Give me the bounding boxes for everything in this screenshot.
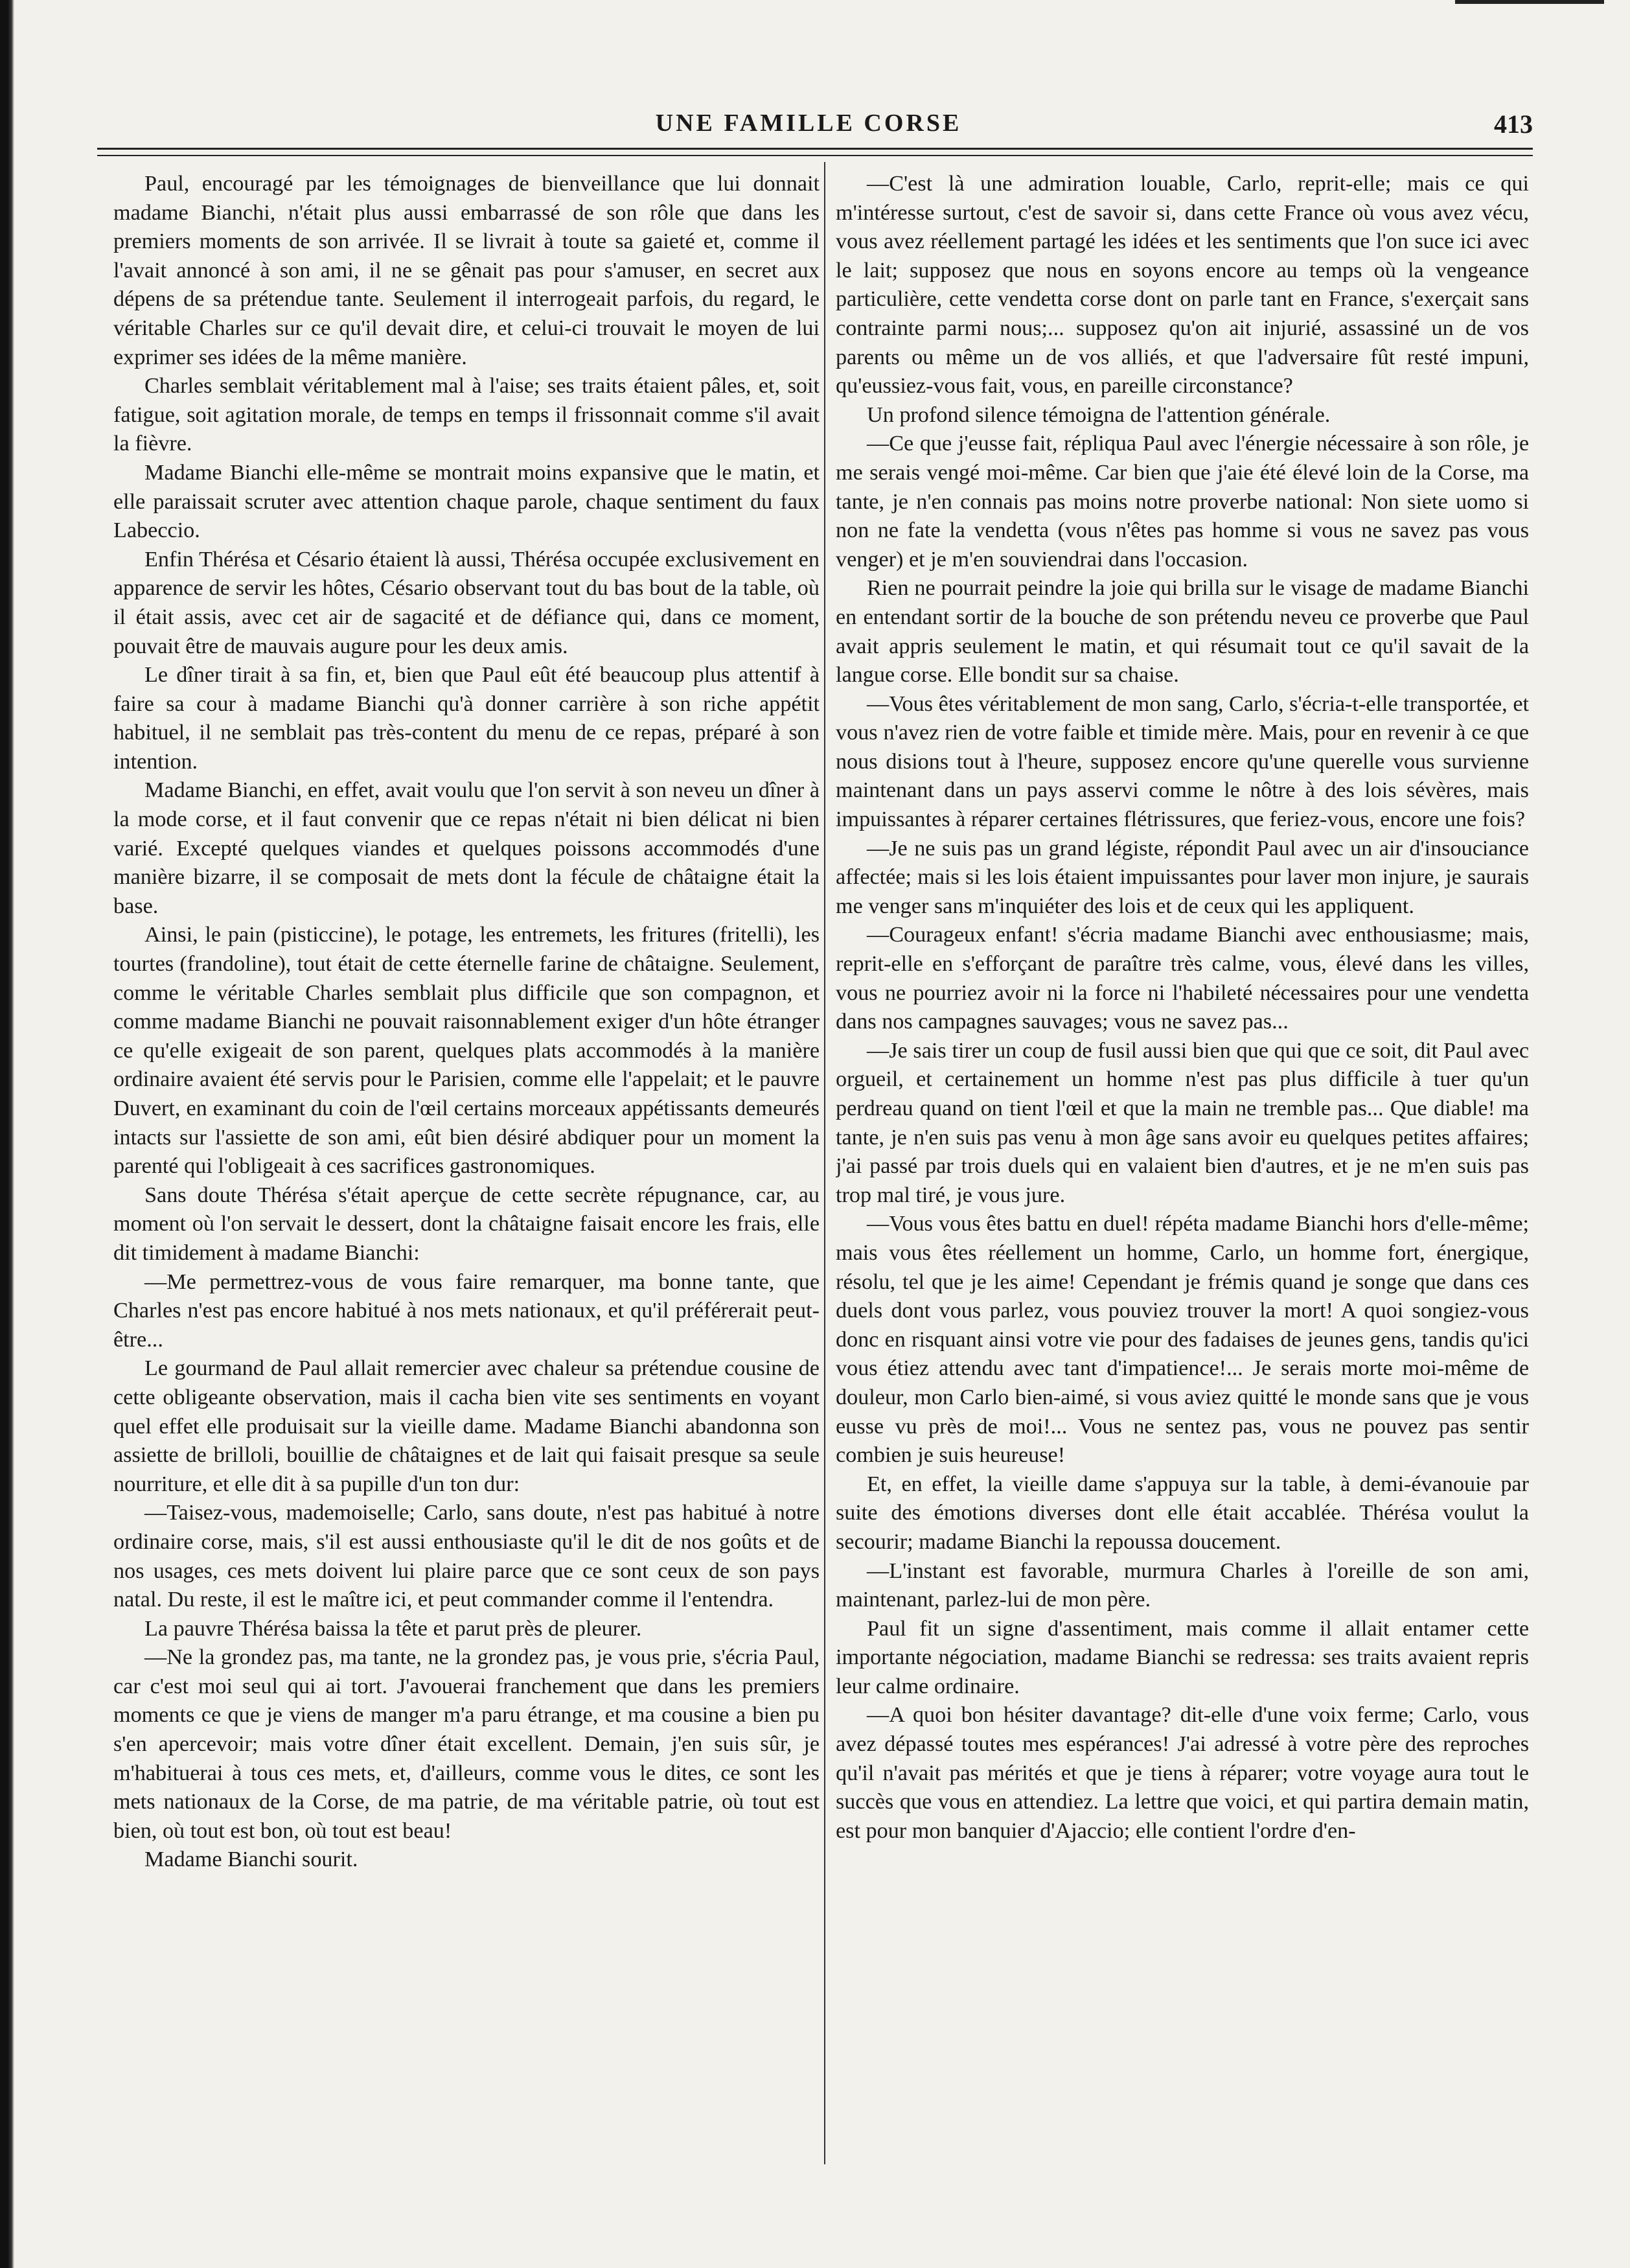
column-divider	[824, 162, 825, 2164]
paragraph: Madame Bianchi, en effet, avait voulu que l'on servit à son neveu un dîner à la mode corse, et il faut convenir que ce repas n'était ni bien délicat ni bien varié. Excepté quelques viandes et quelques poissons accommodés d'une manière bizarre, il se composait de mets dont la fécule de châtaigne était la base.	[113, 778, 820, 918]
paragraph: —Vous êtes véritablement de mon sang, Carlo, s'écria-t-elle transportée, et vous n'avez rien de votre faible et timide mère. Mais, pour en revenir à ce que nous disions tout à l'heure, supposez encore qu'une querelle vous survienne maintenant dans un pays asservi comme le nôtre à des lois sévères, mais impuissantes à réparer certaines flétrissures, que feriez-vous, encore une fois?	[836, 691, 1529, 832]
paragraph: —Me permettrez-vous de vous faire remarquer, ma bonne tante, que Charles n'est pas encore habitué à nos mets nationaux, et qu'il préférerait peut-être...	[113, 1269, 820, 1352]
paragraph: —Courageux enfant! s'écria madame Bianchi avec enthousiasme; mais, reprit-elle en s'efforçant de paraître très calme, vous, élevé dans les villes, vous ne pourriez avoir ni la force ni l'habileté nécessaires pour une vendetta dans nos campagnes sauvages; vous ne savez pas...	[836, 923, 1529, 1034]
paragraph: Le dîner tirait à sa fin, et, bien que Paul eût été beaucoup plus attentif à faire sa cour à madame Bianchi qu'à donner carrière à son riche appétit habituel, il ne semblait pas très-content du menu de ce repas, préparé à son intention.	[113, 663, 820, 774]
paragraph: Sans doute Thérésa s'était aperçue de cette secrète répugnance, car, au moment où l'on servait le dessert, dont la châtaigne faisait encore les frais, elle dit timidement à madame Bianchi:	[113, 1183, 820, 1265]
paragraph: —Je sais tirer un coup de fusil aussi bien que qui que ce soit, dit Paul avec orgueil, et certainement un homme n'est pas plus difficile à tuer qu'un perdreau quand on tient l'œil et que la main ne tremble pas... Que diable! ma tante, je n'en suis pas venu à mon âge sans avoir eu quelques petites affaires; j'ai passé par trois duels qui en valaient bien d'autres, et je ne m'en suis pas trop mal tiré, je vous jure.	[836, 1038, 1529, 1207]
paragraph: —Ne la grondez pas, ma tante, ne la grondez pas, je vous prie, s'écria Paul, car c'est moi seul qui ai tort. J'avouerai franchement que dans les premiers moments ce que je viens de manger m'a paru étrange, et ma cousine a bien pu s'en apercevoir; mais votre dîner était excellent. Demain, j'en suis sûr, je m'habituerai à tous ces mets, et, d'ailleurs, comme vous le dites, ce sont les mets nationaux de la Corse, de ma patrie, de ma véritable patrie, où tout est bien, où tout est bon, où tout est beau!	[113, 1645, 820, 1843]
paragraph: —A quoi bon hésiter davantage? dit-elle d'une voix ferme; Carlo, vous avez dépassé toutes mes espérances! J'ai adressé à votre père des reproches qu'il n'avait pas mérités et que je tiens à réparer; votre voyage aura tout le succès que vous en attendiez. La lettre que voici, et qui partira demain matin, est pour mon banquier d'Ajaccio; elle contient l'ordre d'en-	[836, 1703, 1529, 1843]
paragraph: —Je ne suis pas un grand légiste, répondit Paul avec un air d'insouciance affectée; mais si les lois étaient impuissantes pour laver mon injure, je saurais me venger sans m'inquiéter des lois et de ceux qui les appliquent.	[836, 836, 1529, 918]
right-column	[836, 170, 1529, 2140]
paragraph: Le gourmand de Paul allait remercier avec chaleur sa prétendue cousine de cette obligeante observation, mais il cacha bien vite ses sentiments en voyant quel effet elle produisait sur la vieille dame. Madame Bianchi abandonna son assiette de brilloli, bouillie de châtaignes et de lait qui faisait presque sa seule nourriture, et elle dit à sa pupille d'un ton dur:	[113, 1356, 820, 1496]
page-edge	[0, 0, 14, 2268]
running-title: UNE FAMILLE CORSE	[655, 110, 962, 137]
paragraph: Ainsi, le pain (pisticcine), le potage, les entremets, les fritures (fritelli), les tourtes (frandoline), tout était de cette éternelle farine de châtaigne. Seulement, comme le véritable Charles semblait plus difficile que son compagnon, et comme madame Bianchi ne pouvait raisonnablement exiger d'un hôte étranger ce qu'elle exigeait de son parent, quelques plats accommodés à la manière ordinaire avaient été servis pour le Parisien, comme elle l'appelait; et le pauvre Duvert, en examinant du coin de l'œil certains morceaux appétissants demeurés intacts sur l'assiette de son ami, eût bien désiré abdiquer pour un moment la parenté qui l'obligeait à ces sacrifices gastronomiques.	[113, 923, 820, 1179]
paragraph: —C'est là une admiration louable, Carlo, reprit-elle; mais ce qui m'intéresse surtout, c'est de savoir si, dans cette France où vous avez vécu, vous avez réellement partagé les idées et les sentiments que l'on suce ici avec le lait; supposez que nous en soyons encore au temps où la vengeance particulière, cette vendetta corse dont on parle tant en France, s'exerçait sans contrainte parmi nous;... supposez qu'on ait injurié, assassiné un de vos parents ou même un de vos alliés, et que l'adversaire fût resté impuni, qu'eussiez-vous fait, vous, en pareille circonstance?	[836, 172, 1529, 399]
paragraph: Paul fit un signe d'assentiment, mais comme il allait entamer cette importante négociation, madame Bianchi se redressa: ses traits avaient repris leur calme ordinaire.	[836, 1616, 1529, 1698]
paragraph: —L'instant est favorable, murmura Charles à l'oreille de son ami, maintenant, parlez-lui de mon père.	[836, 1558, 1529, 1612]
header-rule	[97, 148, 1533, 156]
paragraph: Paul, encouragé par les témoignages de bienveillance que lui donnait madame Bianchi, n'était plus aussi embarrassé de son rôle que dans les premiers moments de son arrivée. Il se livrait à toute sa gaieté et, comme il l'avait annoncé à son ami, il ne se gênait pas pour s'amuser, en secret aux dépens de sa prétendue tante. Seulement il interrogeait parfois, du regard, le véritable Charles sur ce qu'il devait dire, et celui-ci trouvait le moyen de lui exprimer ses idées de la même manière.	[113, 172, 820, 369]
left-column	[113, 170, 820, 2140]
print-mark	[1455, 0, 1604, 4]
paragraph: Charles semblait véritablement mal à l'aise; ses traits étaient pâles, et, soit fatigue, soit agitation morale, de temps en temps il frissonnait comme s'il avait la fièvre.	[113, 374, 820, 456]
paragraph: Enfin Thérésa et Césario étaient là aussi, Thérésa occupée exclusivement en apparence de servir les hôtes, Césario observant tout du bas bout de la table, où il était assis, avec cet air de sagacité et de défiance qui, dans ce moment, pouvait être de mauvais augure pour les deux amis.	[113, 547, 820, 658]
paragraph: Madame Bianchi sourit.	[144, 1847, 358, 1872]
paragraph: —Vous vous êtes battu en duel! répéta madame Bianchi hors d'elle-même; mais vous êtes réellement un homme, Carlo, un homme fort, énergique, résolu, tel que je les aime! Cependant je frémis quand je songe que dans ces duels dont vous parlez, vous pouviez trouver la mort! A quoi songiez-vous donc en risquant ainsi votre vie pour des fadaises de jeunes gens, tandis qu'ici vous étiez attendu avec tant d'impatience!... Je serais morte moi-même de douleur, mon Carlo bien-aimé, si vous aviez quitté le monde sans que je vous eusse vu près de moi!... Vous ne sentez pas, vous ne pouvez pas sentir combien je suis heureuse!	[836, 1212, 1529, 1468]
paragraph: —Taisez-vous, mademoiselle; Carlo, sans doute, n'est pas habitué à notre ordinaire corse, mais, s'il est aussi enthousiaste qu'il le dit de nos goûts et de nos usages, ces mets doivent lui plaire parce que ce sont ceux de son pays natal. Du reste, il est le maître ici, et peut commander comme il l'entendra.	[113, 1501, 820, 1612]
paragraph: Madame Bianchi elle-même se montrait moins expansive que le matin, et elle paraissait scruter avec attention chaque parole, chaque sentiment du faux Labeccio.	[113, 460, 820, 543]
paragraph: —Ce que j'eusse fait, répliqua Paul avec l'énergie nécessaire à son rôle, je me serais vengé moi-même. Car bien que j'aie été élevé loin de la Corse, ma tante, je n'en connais pas moins notre proverbe national: Non siete uomo si non ne fate la vendetta (vous n'êtes pas homme si vous ne savez pas vous venger) et je m'en souviendrai dans l'occasion.	[836, 432, 1529, 572]
paragraph: Et, en effet, la vieille dame s'appuya sur la table, à demi-évanouie par suite des émotions diverses dont elle était accablée. Thérésa voulut la secourir; madame Bianchi la repoussa doucement.	[836, 1472, 1529, 1554]
page-number: 413	[1494, 110, 1533, 139]
paragraph: La pauvre Thérésa baissa la tête et parut près de pleurer.	[144, 1616, 642, 1641]
paragraph: Un profond silence témoigna de l'attention générale.	[867, 402, 1331, 427]
paragraph: Rien ne pourrait peindre la joie qui brilla sur le visage de madame Bianchi en entendant sortir de la bouche de son prétendu neveu ce proverbe que Paul avait appris seulement le matin, et qui résumait tout ce qu'il savait de la langue corse. Elle bondit sur sa chaise.	[836, 576, 1529, 688]
